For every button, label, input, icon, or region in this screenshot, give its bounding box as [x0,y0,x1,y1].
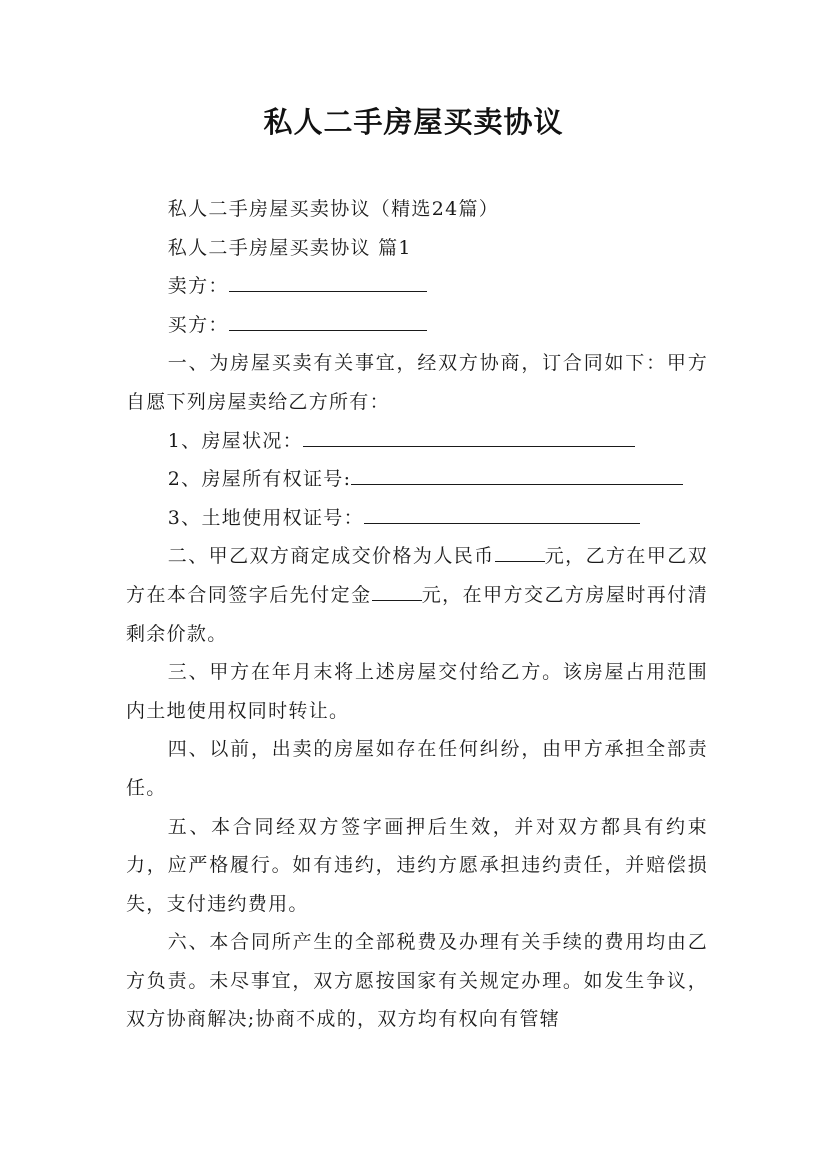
clause-2-part-c: 元，在甲方交乙方房屋时再付清剩余价款。 [126,583,709,645]
item-3-line [126,499,708,538]
buyer-line [126,306,708,345]
clause-6: 六、本合同所产生的全部税费及办理有关手续的费用均由乙方负责。未尽事宜，双方愿按国家有关规定办理。如发生争议，双方协商解决;协商不成的，双方均有权向有管辖 [126,931,708,1031]
house-status-blank [303,424,635,447]
deposit-blank [372,578,422,601]
clause-2-part-b: 元，乙方在甲乙双方在本合同签字后先付定金 [126,545,708,606]
item-1-line [126,422,708,461]
seller-label: 卖方： [167,275,229,298]
item-2-line [126,460,708,499]
clause-3: 三、甲方在年月末将上述房屋交付给乙方。该房屋占用范围内土地使用权同时转让。 [126,661,708,722]
document-subtitle: 私人二手房屋买卖协议（精选24篇） [167,198,500,220]
document-body [126,190,708,1039]
buyer-label: 买方： [167,313,229,336]
item-1-label: 1、房屋状况： [167,429,303,452]
clause-2 [126,537,708,653]
buyer-blank [229,308,427,331]
item-2-label: 2、房屋所有权证号: [167,468,352,491]
item-3-label: 3、土地使用权证号： [167,506,364,529]
document-title: 私人二手房屋买卖协议 [263,105,564,139]
clause-4: 四、以前，出卖的房屋如存在任何纠纷，由甲方承担全部责任。 [126,738,708,799]
clause-5: 五、本合同经双方签字画押后生效，并对双方都具有约束力，应严格履行。如有违约，违约方愿承担违约责任，并赔偿损失，支付违约费用。 [126,815,708,915]
clause-1: 一、为房屋买卖有关事宜，经双方协商，订合同如下：甲方自愿下列房屋卖给乙方所有： [126,352,708,413]
price-blank [495,539,545,562]
section-heading: 私人二手房屋买卖协议 篇1 [167,236,412,259]
seller-line [126,267,708,306]
clause-2-part-a: 二、甲乙双方商定成交价格为人民币 [167,545,495,568]
ownership-cert-blank [351,462,683,485]
land-cert-blank [364,501,640,524]
seller-blank [229,269,427,292]
